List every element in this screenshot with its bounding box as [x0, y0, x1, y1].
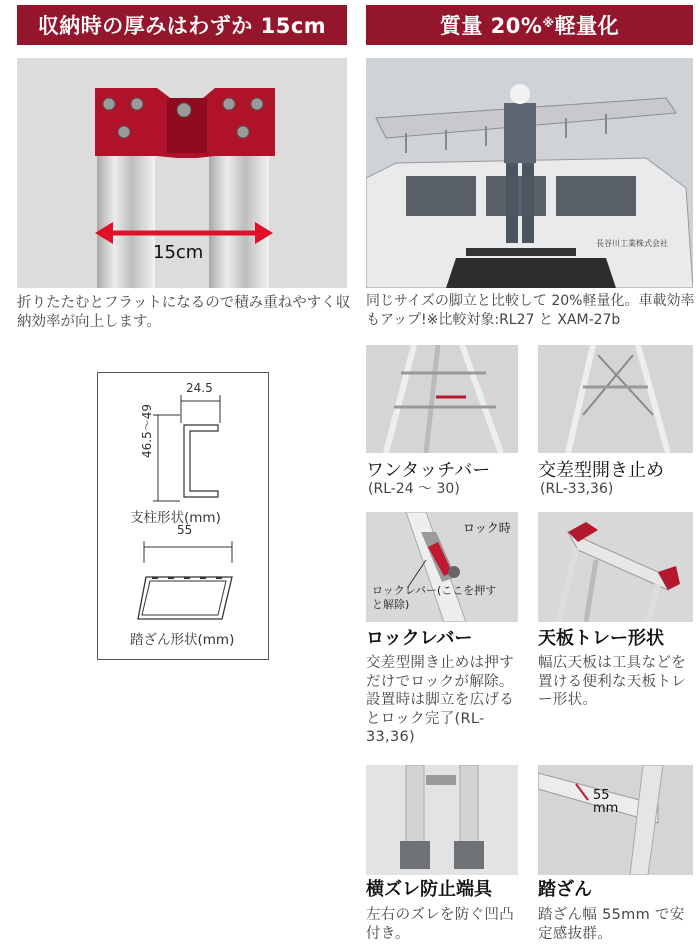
van-door-text: 長谷川工業株式会社	[596, 239, 668, 248]
feature-desc-lock-lever: 交差型開き止めは押すだけでロックが解除。設置時は脚立を広げるとロック完了(RL-33,36)	[366, 655, 514, 745]
step-width-label: 55	[177, 523, 193, 537]
feature-title-step: 踏ざん	[538, 879, 592, 900]
cross-stopper-illustration	[538, 345, 693, 453]
feature-desc-step: 踏ざん幅 55mm で安定感抜群。	[538, 907, 685, 942]
feature-title-top-tray: 天板トレー形状	[538, 628, 664, 649]
step-illustration	[538, 765, 693, 875]
column-width-label: 24.5	[186, 381, 213, 395]
feature-desc-top-tray: 幅広天板は工具などを置ける便利な天板トレー形状。	[538, 655, 686, 708]
right-header-mark: ※	[542, 16, 555, 30]
right-header-main: 質量 20%	[439, 14, 543, 38]
feature-title-cross-stopper: 交差型開き止め	[538, 460, 664, 481]
feature-sub-cross-stopper: (RL-33,36)	[540, 481, 614, 497]
step-width-photo-label: 55 mm	[593, 788, 619, 816]
one-touch-bar-illustration	[366, 345, 518, 453]
feature-title-one-touch-bar: ワンタッチバー	[366, 460, 491, 481]
feature-desc-anti-slip-foot: 左右のズレを防ぐ凹凸付き。	[366, 907, 514, 942]
left-caption: 折りたたむとフラットになるので積み重ねやすく収納効率が向上します。	[17, 295, 351, 330]
step-photo	[538, 765, 693, 875]
one-touch-bar-photo	[366, 345, 518, 453]
lock-lever-note: ロックレバー(ここを押すと解除)	[372, 584, 497, 611]
van-photo	[366, 58, 693, 288]
lock-status-label: ロック時	[463, 521, 511, 535]
profile-diagram	[97, 372, 269, 660]
step-shape-label: 踏ざん形状(mm)	[130, 632, 235, 648]
feature-sub-one-touch-bar: (RL-24 〜 30)	[368, 481, 460, 497]
van-illustration	[366, 58, 693, 288]
feature-title-lock-lever: ロックレバー	[366, 628, 473, 649]
lock-lever-photo	[366, 512, 518, 622]
feature-title-anti-slip-foot: 横ズレ防止端具	[366, 879, 492, 900]
top-tray-illustration	[538, 512, 693, 622]
column-shape-label: 支柱形状(mm)	[130, 510, 221, 526]
anti-slip-foot-illustration	[366, 765, 518, 875]
left-header-banner	[17, 5, 347, 45]
left-header-title: 収納時の厚みはわずか 15cm	[37, 14, 327, 38]
right-header-tail: 軽量化	[554, 14, 620, 38]
folded-ladder-photo	[17, 58, 347, 288]
cross-stopper-photo	[538, 345, 693, 453]
top-tray-photo	[538, 512, 693, 622]
right-caption: 同じサイズの脚立と比較して 20%軽量化。車載効率もアップ!※比較対象:RL27 と XAM-27b	[366, 293, 695, 328]
right-header-banner	[366, 5, 693, 45]
anti-slip-foot-photo	[366, 765, 518, 875]
column-height-label: 46.5〜49	[140, 404, 154, 458]
thickness-label: 15cm	[153, 242, 204, 263]
